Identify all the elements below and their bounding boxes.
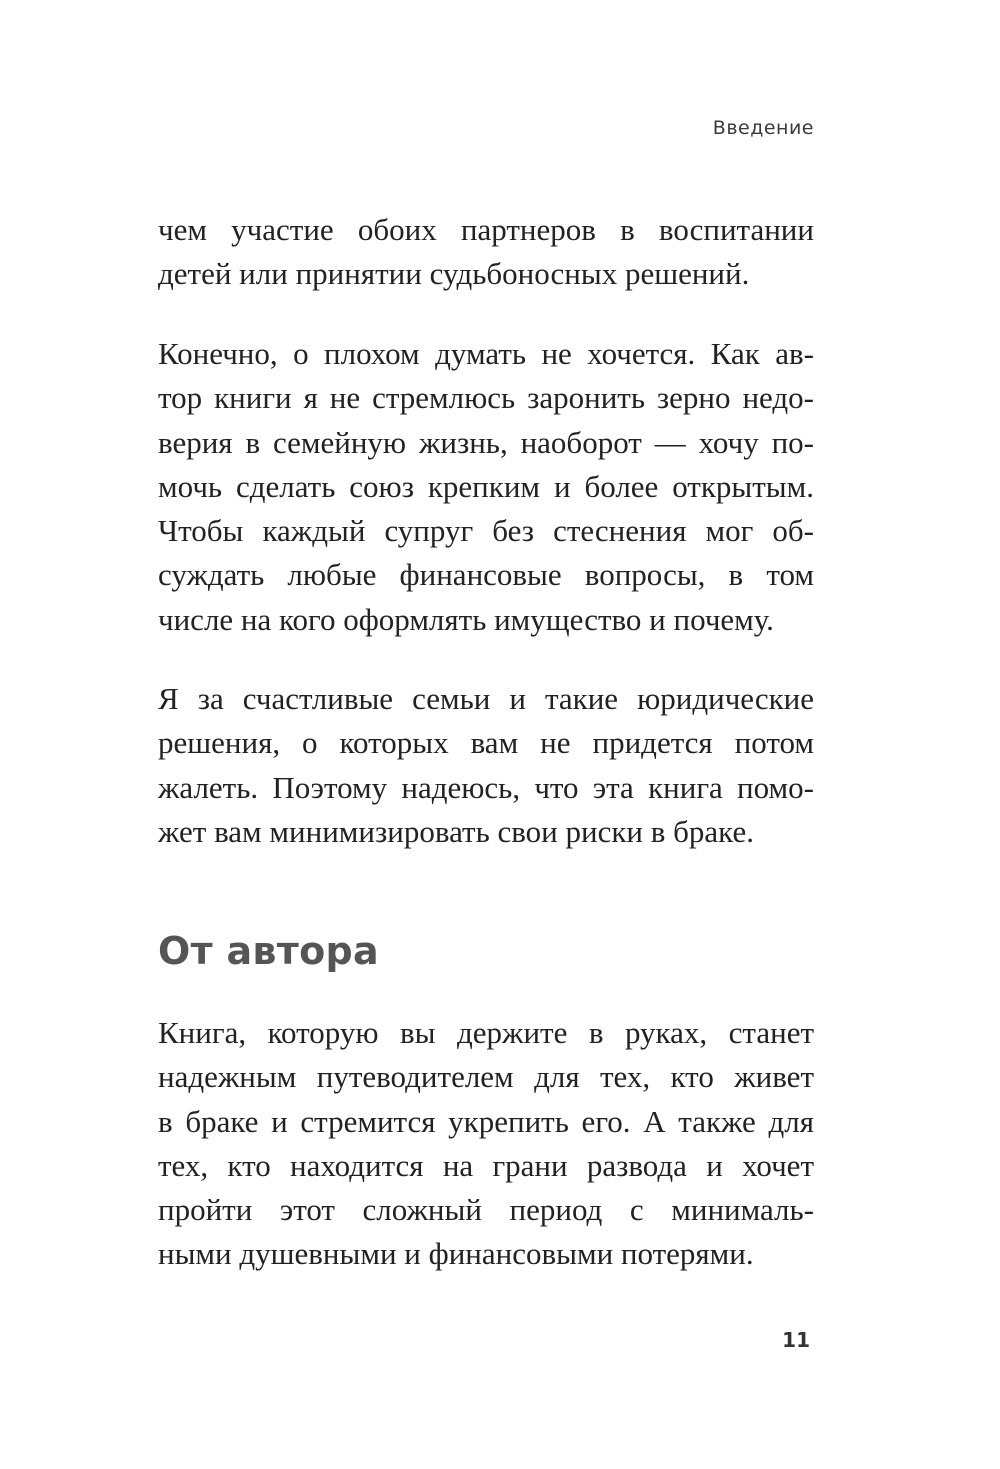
running-head: Введение	[712, 117, 814, 139]
text-line: в браке и стремится укрепить его. А также для	[158, 1103, 814, 1139]
text-line: тех, кто находится на грани развода и хочет	[158, 1147, 814, 1183]
text-line: решения, о которых вам не придется потом	[158, 725, 814, 761]
text-line: числе на кого оформлять имущество и почему.	[158, 601, 774, 637]
paragraph	[158, 1011, 814, 1277]
text-line: Книга, которую вы держите в руках, станет	[158, 1015, 814, 1050]
text-line: тор книги я не стремлюсь заронить зерно недо-	[158, 380, 814, 416]
paragraph	[158, 208, 814, 297]
text-line: чем участие обоих партнеров в воспитании	[158, 212, 814, 247]
text-line: жет вам минимизировать свои риски в браке.	[158, 813, 754, 849]
text-line: Я за счастливые семьи и такие юридические	[158, 681, 814, 716]
text-line: надежным путеводителем для тех, кто живет	[158, 1059, 814, 1095]
section-heading: От автора	[158, 929, 379, 973]
page-number: 11	[782, 1328, 810, 1352]
text-line: верия в семейную жизнь, наоборот — хочу по-	[158, 424, 814, 460]
text-line: детей или принятии судьбоносных решений.	[158, 256, 750, 292]
text-line: пройти этот сложный период с минималь-	[158, 1192, 814, 1228]
text-line: ными душевными и финансовыми потерями.	[158, 1236, 754, 1272]
text-line: жалеть. Поэтому надеюсь, что эта книга помо-	[158, 769, 814, 805]
text-line: Чтобы каждый супруг без стеснения мог об-	[158, 513, 814, 549]
text-line: Конечно, о плохом думать не хочется. Как ав-	[158, 336, 814, 371]
text-line: суждать любые финансовые вопросы, в том	[158, 557, 814, 593]
text-line: мочь сделать союз крепким и более открытым.	[158, 468, 814, 504]
paragraph	[158, 677, 814, 854]
paragraph	[158, 332, 814, 642]
